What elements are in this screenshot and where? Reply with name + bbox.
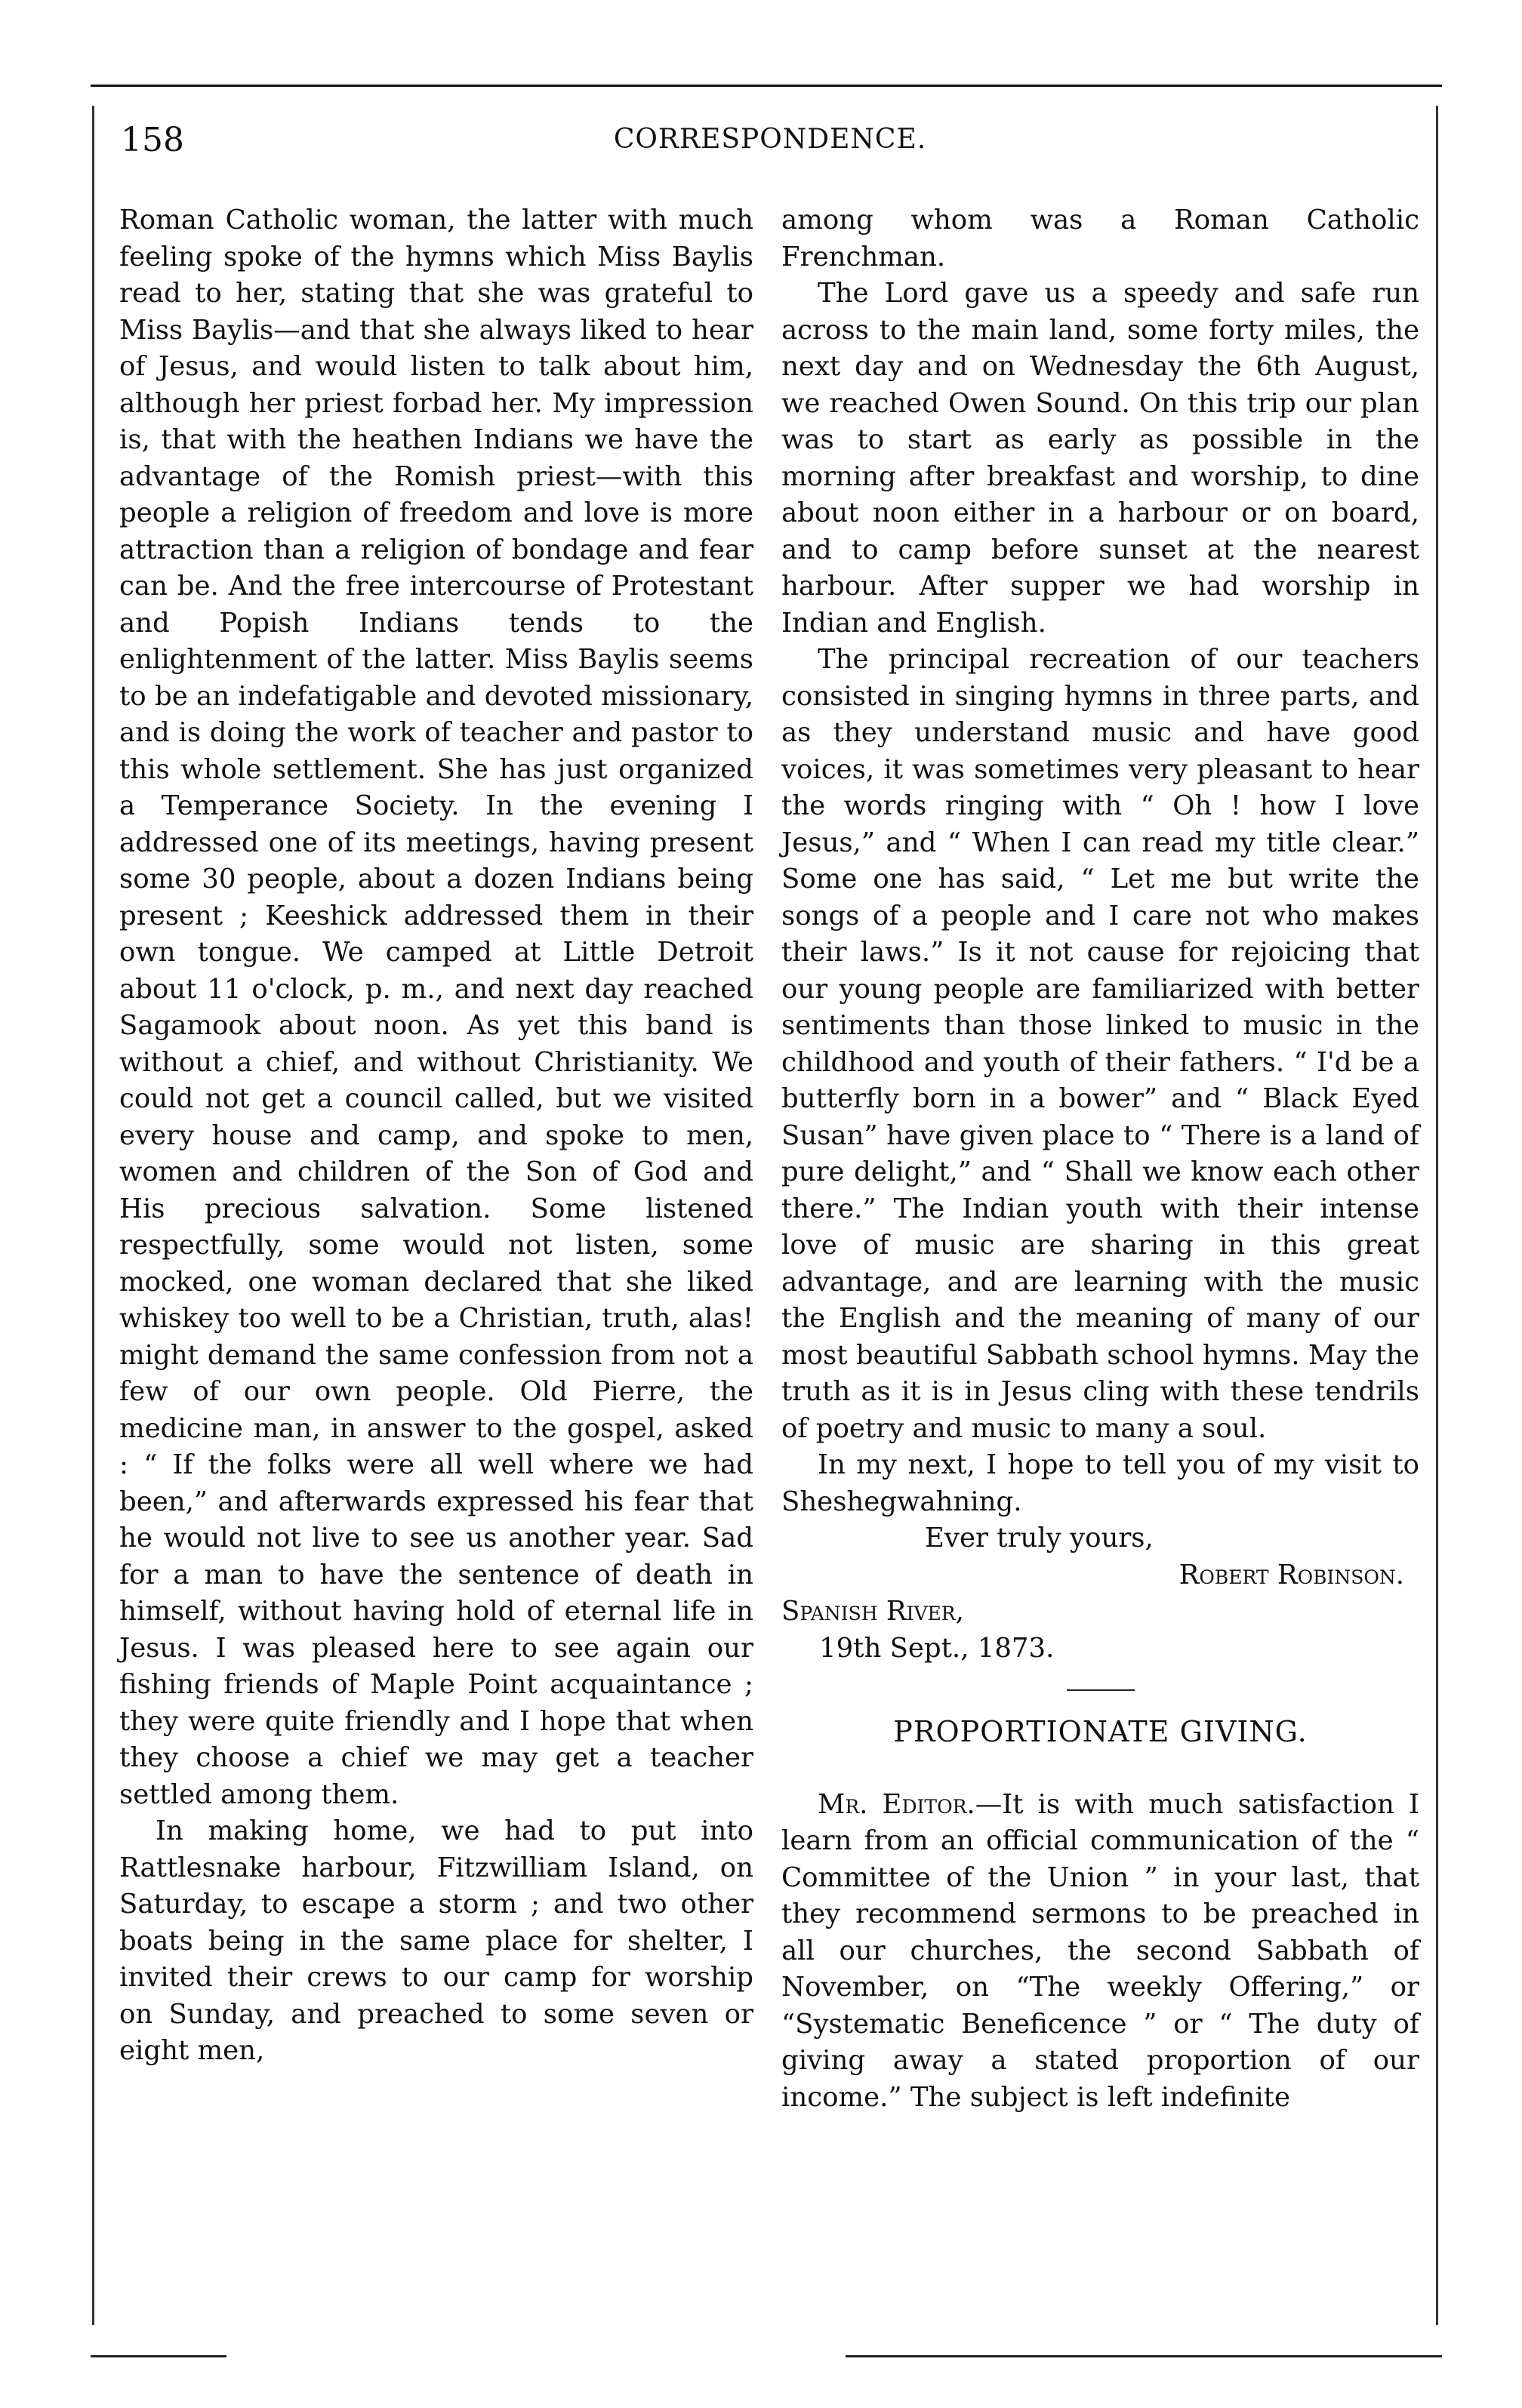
right-column	[781, 202, 1419, 2116]
left-column	[119, 202, 753, 2070]
top-rule	[91, 85, 1442, 87]
signoff: Ever truly yours,	[925, 1523, 1154, 1553]
right-paragraph-2: The Lord gave us a speedy and safe run across to the main land, some forty miles, the next day and on Wednesday the 6th August, we reached Owen Sound. On this trip our plan was to start as early as possible in the morning after breakfast and worship, to dine about noon either in a harbour or on board, and to camp before sunset at the nearest harbour. After supper we had worship in Indian and English.	[781, 278, 1419, 639]
running-head: CORRESPONDENCE.	[613, 124, 927, 155]
date-line: 19th Sept., 1873.	[819, 1632, 1055, 1664]
salutation: Mr. Editor.	[818, 1788, 975, 1820]
section-title: PROPORTIONATE GIVING.	[893, 1715, 1308, 1748]
signature: Robert Robinson.	[1178, 1559, 1404, 1590]
left-paragraph-2: In making home, we had to put into Rattlesnake harbour, Fitzwilliam Island, on Saturday, to escape a storm ; and two other boats being in the same place for shelter, I invited their crews to our camp for worship on Sunday, and preached to some seven or eight men,	[119, 1815, 753, 2066]
page-header	[121, 121, 1419, 166]
section-divider	[1067, 1689, 1135, 1691]
right-border	[1436, 106, 1438, 2325]
right-paragraph-3: The principal recreation of our teachers consisted in singing hymns in three parts, and as they understand music and have good voices, it was sometimes very pleasant to hear the words ringing with “ Oh ! how I love Jesus,” and “ When I can read my title clear.” Some one has said, “ Let me but write the songs of a people and I care not who makes their laws.” Is it not cause for rejoicing that our young people are familiarized with better sentiments than those linked to music in the childhood and youth of their fathers. “ I'd be a butterfly born in a bower” and “ Black Eyed Susan” have given place to “ There is a land of pure delight,” and “ Shall we know each other there.” The Indian youth with their intense love of music are sharing in this great advantage, and are learning with the music the English and the meaning of many of our most beautiful Sabbath school hymns. May the truth as it is in Jesus cling with these tendrils of poetry and music to many a soul.	[781, 644, 1419, 1444]
page-number: 158	[121, 121, 184, 159]
right-paragraph-4: In my next, I hope to tell you of my visit to Sheshegwahning.	[781, 1449, 1419, 1517]
right-paragraph-5-text: —It is with much satisfaction I learn from an official communication of the “ Committee of the Union ” in your last, that they recommend sermons to be preached in all our churches, the second Sabbath of November, on “The weekly Offering,” or “Systematic Beneficence ” or “ The duty of giving away a stated proportion of our income.” The subject is left indefinite	[781, 1788, 1419, 2113]
left-paragraph-1: Roman Catholic woman, the latter with much feeling spoke of the hymns which Miss Baylis read to her, stating that she was grateful to Miss Baylis—and that she always liked to hear of Jesus, and would listen to talk about him, although her priest forbad her. My impression is, that with the heathen Indians we have the advantage of the Romish priest—with this people a religion of freedom and love is more attraction than a religion of bondage and fear can be. And the free intercourse of Protestant and Popish Indians tends to the enlightenment of the latter. Miss Baylis seems to be an indefatigable and devoted missionary, and is doing the work of teacher and pastor to this whole settlement. She has just organized a Temperance Society. In the evening I addressed one of its meetings, having present some 30 people, about a dozen Indians being present ; Keeshick addressed them in their own tongue. We camped at Little Detroit about 11 o'clock, p. m., and next day reached Sagamook about noon. As yet this band is without a chief, and without Christianity. We could not get a council called, but we visited every house and camp, and spoke to men, women and children of the Son of God and His precious salvation. Some listened respectfully, some would not listen, some mocked, one woman declared that she liked whiskey too well to be a Christian, truth, alas! might demand the same confession from not a few of our own people. Old Pierre, the medicine man, in answer to the gospel, asked : “ If the folks were all well where we had been,” and afterwards expressed his fear that he would not live to see us another year. Sad for a man to have the sentence of death in himself, without having hold of eternal life in Jesus. I was pleased here to see again our fishing friends of Maple Point acquaintance ; they were quite friendly and I hope that when they choose a chief we may get a teacher settled among them.	[119, 205, 753, 1810]
right-paragraph-1: among whom was a Roman Catholic Frenchman.	[781, 205, 1419, 273]
place-line: Spanish River,	[781, 1596, 964, 1627]
bottom-rule-left	[91, 2355, 226, 2357]
right-paragraph-5	[781, 1787, 1419, 2117]
left-border	[92, 106, 94, 2325]
bottom-rule-right	[846, 2355, 1442, 2357]
